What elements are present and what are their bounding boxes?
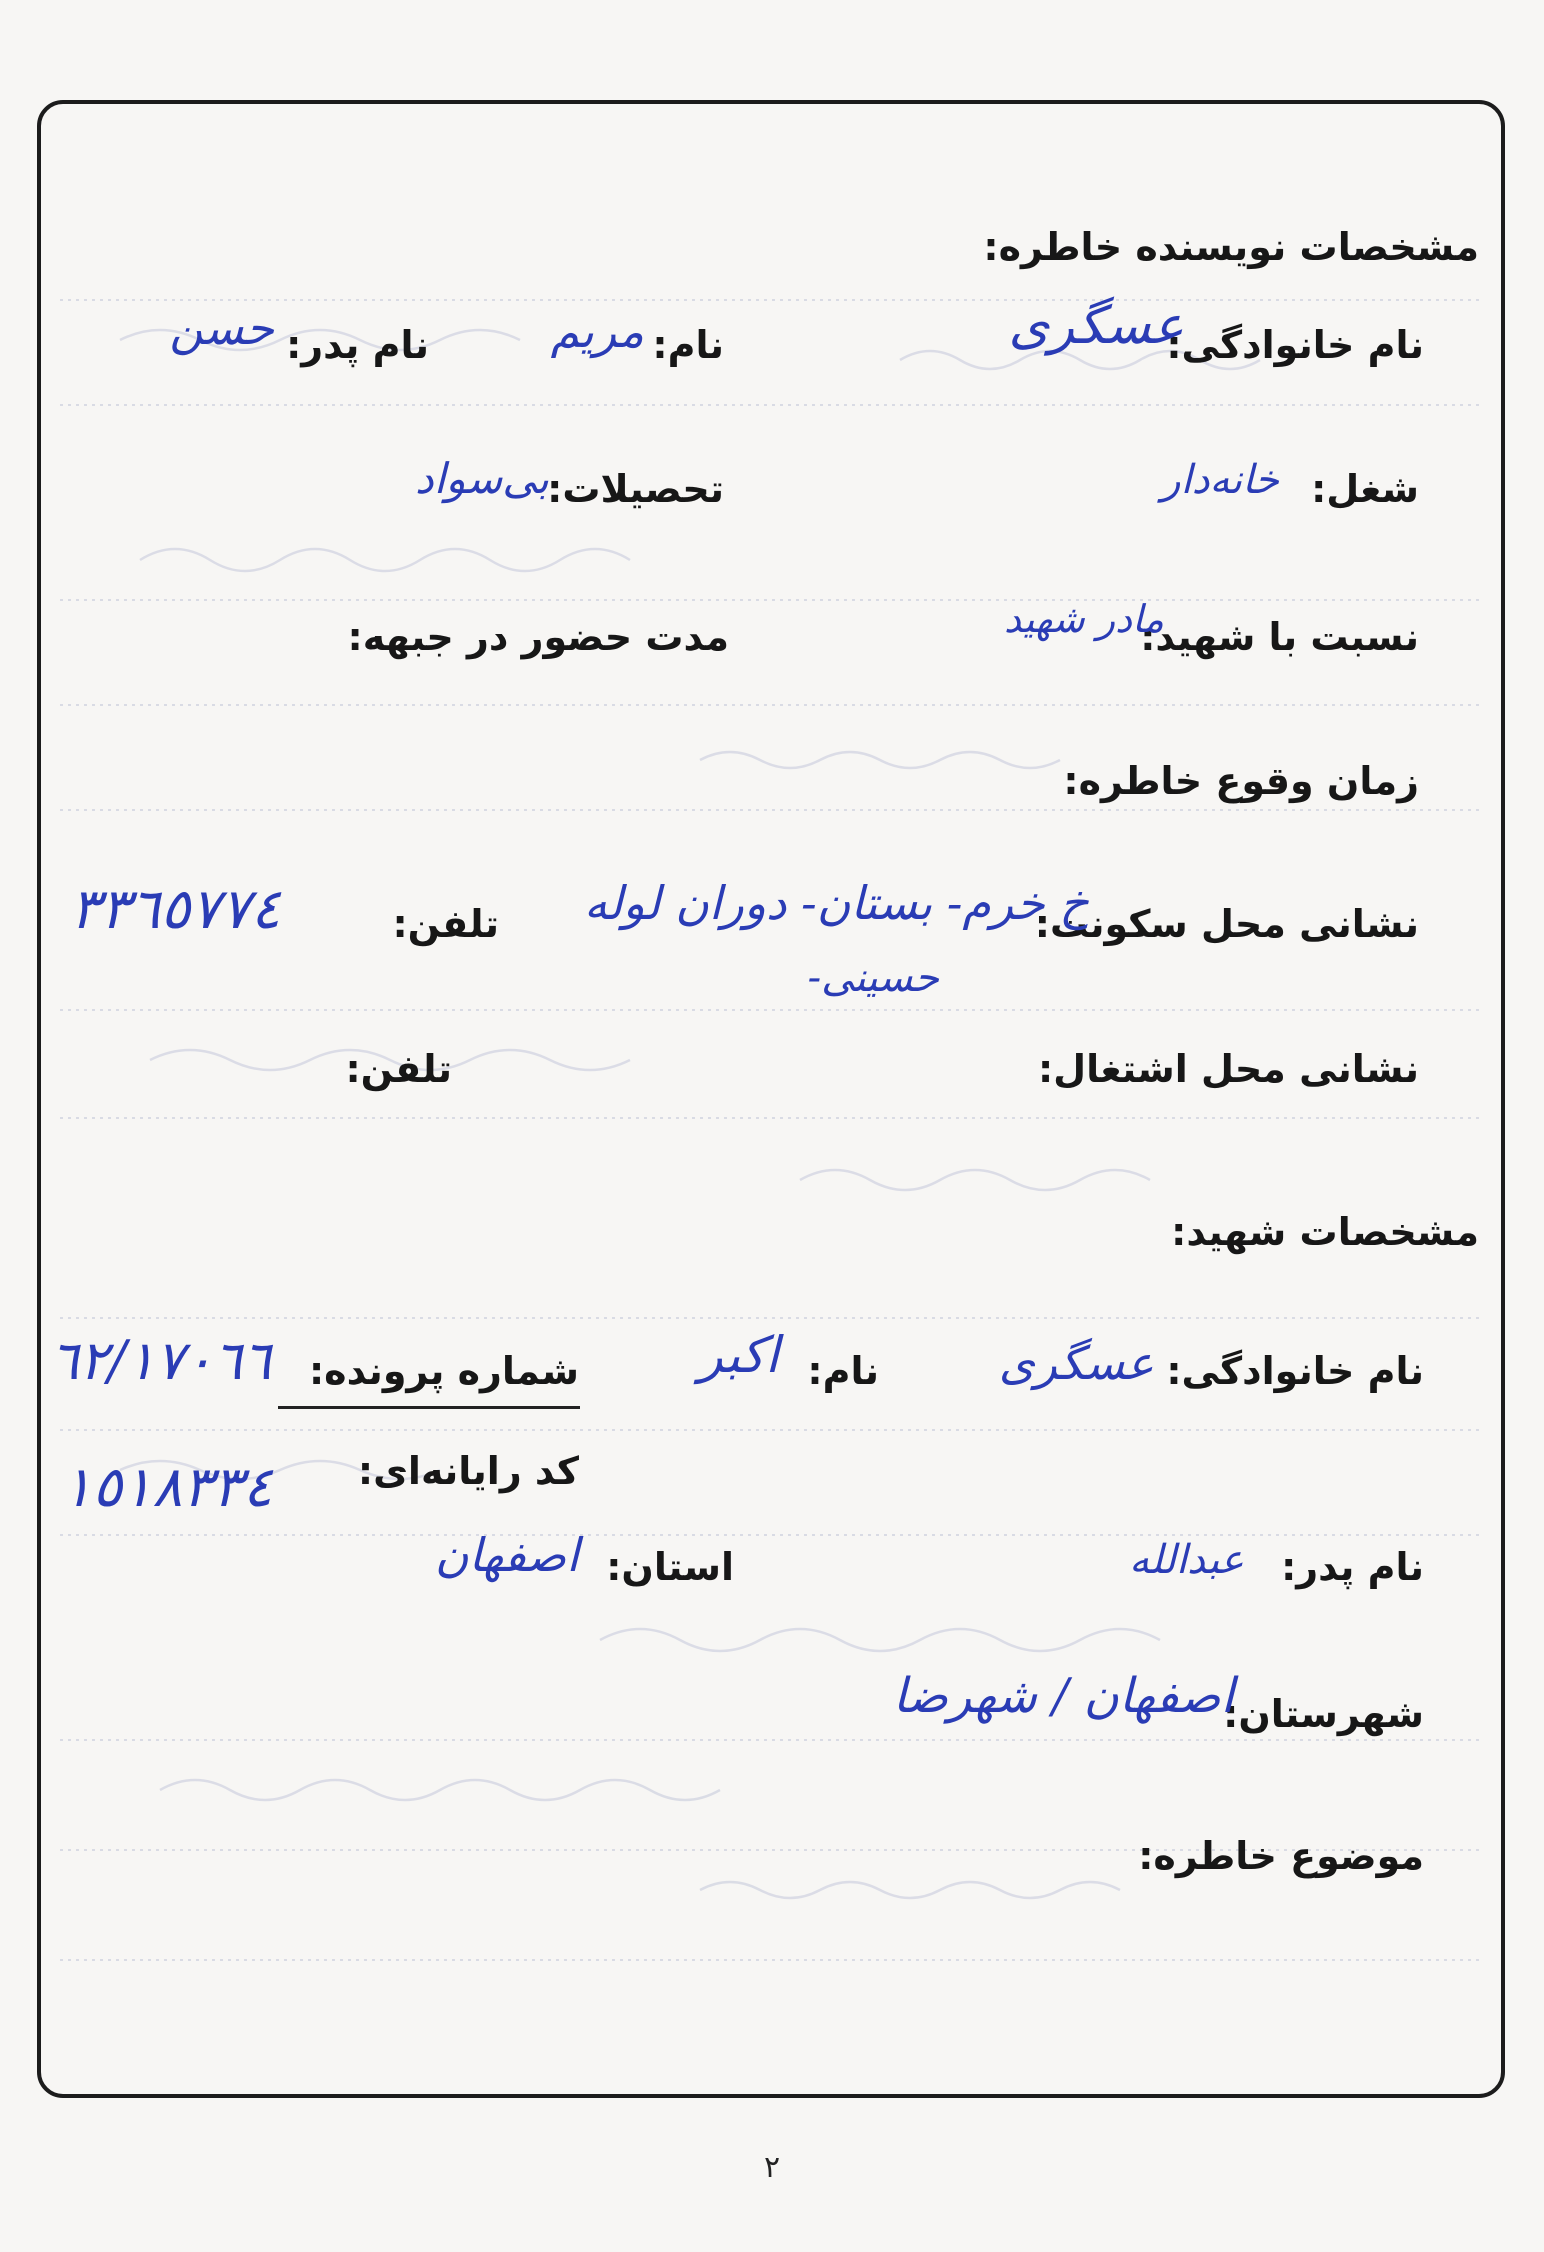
residence-phone-label: تلفن:	[392, 902, 499, 946]
father-name-label: نام پدر:	[286, 323, 429, 367]
father-name-value: حسن	[169, 301, 274, 355]
section-martyr-title: مشخصات شهید:	[1171, 1210, 1479, 1254]
relation-value: مادر شهید	[1003, 597, 1164, 641]
family-name-value: عسگری	[1008, 296, 1184, 356]
martyr-first-name-label: نام:	[807, 1349, 879, 1393]
martyr-father-name-value: عبدالله	[1129, 1537, 1244, 1583]
city-label: شهرستان:	[1223, 1692, 1424, 1736]
section-writer-title: مشخصات نویسنده خاطره:	[983, 225, 1479, 269]
family-name-label: نام خانوادگی:	[1166, 323, 1424, 367]
page-number: ٢	[763, 2150, 781, 2185]
memory-subject-label: موضوع خاطره:	[1138, 1834, 1424, 1878]
relation-label: نسبت با شهید:	[1140, 615, 1419, 659]
front-duration-label: مدت حضور در جبهه:	[347, 615, 729, 659]
file-number-underline	[278, 1406, 580, 1409]
martyr-father-name-label: نام پدر:	[1281, 1545, 1424, 1589]
education-label: تحصیلات:	[547, 467, 724, 511]
time-of-memory-label: زمان وقوع خاطره:	[1063, 759, 1419, 803]
residence-phone-value: ٣٣٦٥٧٧٤	[70, 877, 281, 942]
martyr-first-name-value: اکبر	[698, 1326, 779, 1384]
city-value: اصفهان / شهرضا	[892, 1668, 1234, 1724]
form-border	[37, 100, 1505, 2098]
education-value: بی‌سواد	[415, 454, 549, 503]
computer-code-label: کد رایانه‌ای:	[357, 1449, 579, 1493]
province-label: استان:	[606, 1545, 734, 1589]
residence-address-value: خ خرم- بستان- دوران لوله	[583, 876, 1089, 930]
job-value: خانه‌دار	[1161, 457, 1279, 503]
computer-code-value: ١٥١٨٣٣٤	[62, 1455, 273, 1520]
province-value: اصفهان	[434, 1528, 579, 1582]
work-phone-label: تلفن:	[345, 1047, 452, 1091]
file-number-value: ٦٢/١٧٠٦٦	[50, 1329, 272, 1392]
job-label: شغل:	[1311, 467, 1419, 511]
first-name-value: مریم	[550, 304, 644, 358]
martyr-family-name-label: نام خانوادگی:	[1166, 1349, 1424, 1393]
residence-address-label: نشانی محل سکونت:	[1034, 902, 1419, 946]
file-number-label: شماره پرونده:	[308, 1349, 579, 1393]
first-name-label: نام:	[652, 323, 724, 367]
residence-address-value-2: حسینی-	[807, 955, 939, 1001]
martyr-family-name-value: عسگری	[998, 1336, 1154, 1390]
work-address-label: نشانی محل اشتغال:	[1037, 1047, 1419, 1091]
